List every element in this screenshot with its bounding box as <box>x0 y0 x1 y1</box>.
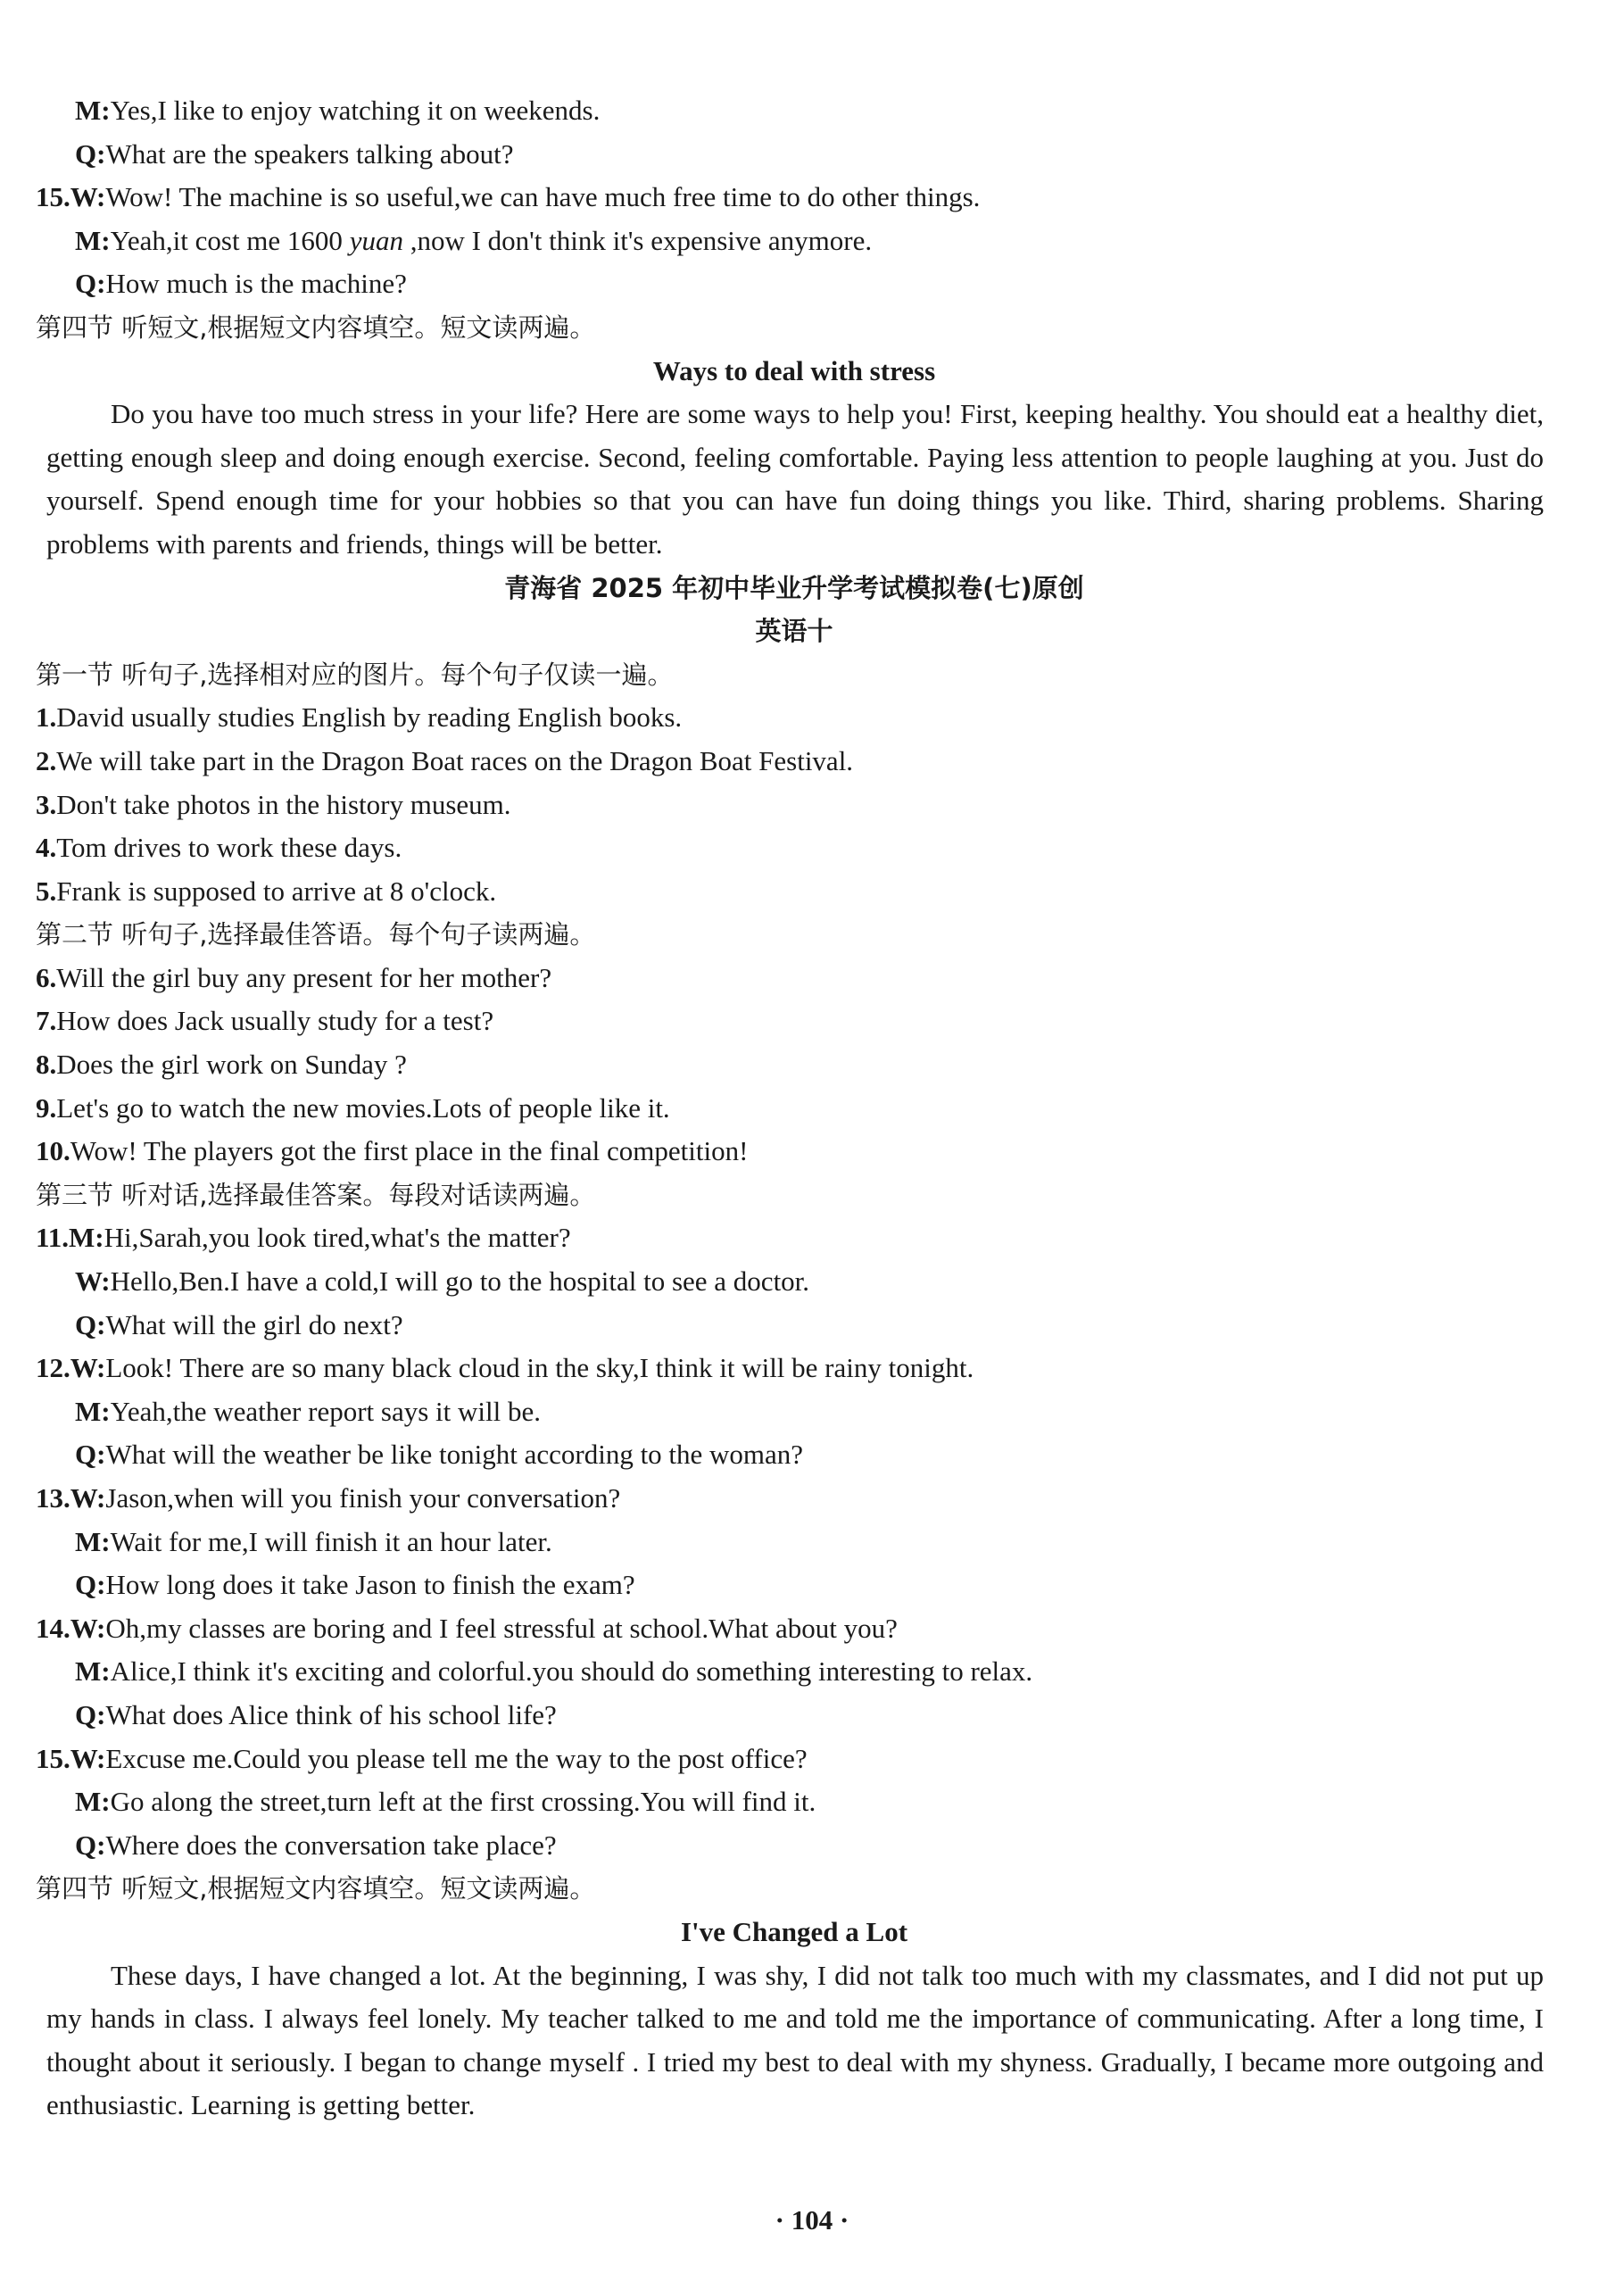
speaker-label: W: <box>70 1612 106 1644</box>
dialogue-text: Oh,my classes are boring and I feel stressful at school.What about you? <box>105 1612 898 1644</box>
dialogue-text: Jason,when will you finish your conversation? <box>105 1482 621 1514</box>
question-text: David usually studies English by reading English books. <box>56 701 683 734</box>
question-number: 6. <box>36 961 57 993</box>
passage-text: Do you have too much stress in your life? Here are some ways to help you! First, keeping healthy. You should eat a healthy diet, getting enough sleep and doing enough exercise. Second, feeling comfortable. Paying less attention to people laughing at you. Just do yourself. Spend enough time for your hobbies so that you can have fun doing things you like. Third, sharing problems. Sharing problems with parents and friends, things will be better. <box>46 398 1544 560</box>
dialogue-text: Wow! The machine is so useful,we can have much free time to do other things. <box>105 181 981 213</box>
speaker-label: W: <box>70 1352 106 1384</box>
question-text: Frank is supposed to arrive at 8 o'clock. <box>56 875 497 907</box>
section-heading: 第三节 听对话,选择最佳答案。每段对话读两遍。 <box>36 1179 596 1210</box>
dialogue-text: Where does the conversation take place? <box>105 1829 557 1861</box>
question-item <box>36 1000 1553 1043</box>
speaker-label: Q: <box>75 137 106 170</box>
question-text: We will take part in the Dragon Boat races on the Dragon Boat Festival. <box>56 744 854 776</box>
speaker-label: M: <box>75 1655 111 1688</box>
dialogue-line <box>36 1564 1553 1607</box>
speaker-label: Q: <box>75 1829 106 1861</box>
dialogue-text: Yeah,it cost me 1600 <box>110 224 350 256</box>
dialogue-line <box>36 1607 1553 1651</box>
speaker-label: Q: <box>75 1698 106 1730</box>
question-number: 3. <box>36 788 57 820</box>
dialogue-line <box>36 1390 1553 1434</box>
section-heading: 第四节 听短文,根据短文内容填空。短文读两遍。 <box>36 1873 596 1904</box>
question-number: 12. <box>36 1352 70 1384</box>
dialogue-line <box>36 262 1553 306</box>
dialogue-line <box>36 176 1553 220</box>
speaker-label: M: <box>75 1525 111 1557</box>
dialogue-text: Yes,I like to enjoy watching it on weekends. <box>110 95 601 126</box>
question-number: 13. <box>36 1482 70 1514</box>
question-number: 11. <box>36 1222 70 1254</box>
question-number: 8. <box>36 1049 57 1081</box>
speaker-label: Q: <box>75 268 106 300</box>
dialogue-text: Hi,Sarah,you look tired,what's the matter? <box>104 1222 571 1254</box>
question-item <box>36 826 1553 870</box>
dialogue-text-italic: yuan <box>349 224 403 256</box>
dialogue-text: Yeah,the weather report says it will be. <box>110 1395 541 1427</box>
question-text: Does the girl work on Sunday ? <box>56 1049 407 1081</box>
passage-text: These days, I have changed a lot. At the beginning, I was shy, I did not talk too much with my classmates, and I did not put up my hands in class. I always feel lonely. My teacher talked to me and told me the importance of communicating. After a long time, I thought about it seriously. I began to change myself . I tried my best to deal with my shyness. Gradually, I became more outgoing and enthusiastic. Learning is getting better. <box>46 1959 1544 2121</box>
dialogue-line <box>36 1824 1553 1868</box>
dialogue-line <box>36 1477 1553 1521</box>
question-number: 2. <box>36 744 57 776</box>
dialogue-line <box>36 1521 1553 1564</box>
question-number: 5. <box>36 875 57 907</box>
question-text: Don't take photos in the history museum. <box>56 788 511 820</box>
dialogue-text: ,now I don't think it's expensive anymore. <box>402 224 873 256</box>
dialogue-text: Wait for me,I will finish it an hour later. <box>110 1525 552 1557</box>
speaker-label: W: <box>70 1482 106 1514</box>
dialogue-line <box>36 1347 1553 1390</box>
dialogue-text: How long does it take Jason to finish the exam? <box>105 1569 635 1601</box>
page-number: · 104 · <box>775 2204 849 2236</box>
dialogue-text: Alice,I think it's exciting and colorful.you should do something interesting to relax. <box>110 1655 1033 1688</box>
section-heading: 第二节 听句子,选择最佳答语。每个句子读两遍。 <box>36 919 596 950</box>
question-item <box>36 957 1553 1000</box>
question-item <box>36 870 1553 914</box>
exam-subtitle: 英语十 <box>755 616 833 647</box>
speaker-label: Q: <box>75 1569 106 1601</box>
dialogue-line <box>36 1738 1553 1781</box>
question-item <box>36 1043 1553 1087</box>
dialogue-line <box>36 1216 1553 1260</box>
dialogue-line <box>36 1780 1553 1824</box>
passage-title: Ways to deal with stress <box>652 354 936 386</box>
dialogue-text: What are the speakers talking about? <box>105 137 514 170</box>
question-text: How does Jack usually study for a test? <box>56 1005 494 1037</box>
question-item <box>36 1087 1553 1131</box>
speaker-label: 15.W: <box>36 181 106 213</box>
question-number: 14. <box>36 1612 70 1644</box>
question-text: Wow! The players got the first place in the final competition! <box>70 1135 749 1167</box>
dialogue-line <box>36 1694 1553 1738</box>
dialogue-line <box>36 133 1553 177</box>
speaker-label: M: <box>69 1222 104 1254</box>
question-number: 4. <box>36 832 57 864</box>
question-text: Will the girl buy any present for her mother? <box>56 961 552 993</box>
dialogue-text: Hello,Ben.I have a cold,I will go to the hospital to see a doctor. <box>110 1265 810 1298</box>
speaker-label: M: <box>75 224 111 256</box>
speaker-label: W: <box>75 1265 111 1298</box>
dialogue-line <box>36 220 1553 263</box>
speaker-label: M: <box>75 1395 111 1427</box>
dialogue-line <box>36 1304 1553 1348</box>
question-number: 10. <box>36 1135 70 1167</box>
content <box>36 89 1553 2128</box>
exam-title: 青海省 2025 年初中毕业升学考试模拟卷(七)原创 <box>504 572 1084 603</box>
dialogue-text: How much is the machine? <box>105 268 407 300</box>
dialogue-line <box>36 1260 1553 1304</box>
section2-list <box>36 957 1553 1174</box>
question-item <box>36 696 1553 740</box>
section1-list <box>36 696 1553 913</box>
question-text: Let's go to watch the new movies.Lots of people like it. <box>56 1091 670 1124</box>
speaker-label: Q: <box>75 1308 106 1340</box>
dialogue-text: What will the girl do next? <box>105 1308 403 1340</box>
section-heading: 第一节 听句子,选择相对应的图片。每个句子仅读一遍。 <box>36 659 674 690</box>
dialogue-text: Go along the street,turn left at the first crossing.You will find it. <box>110 1786 816 1818</box>
speaker-label: W: <box>70 1742 106 1774</box>
speaker-label: M: <box>75 95 111 126</box>
section3-list <box>36 1216 1553 1867</box>
question-number: 9. <box>36 1091 57 1124</box>
question-item <box>36 740 1553 784</box>
question-number: 1. <box>36 701 57 734</box>
dialogue-line <box>36 1650 1553 1694</box>
dialogue-line <box>36 89 1553 133</box>
dialogue-text: What does Alice think of his school life? <box>105 1698 557 1730</box>
question-text: Tom drives to work these days. <box>56 832 402 864</box>
question-number: 15. <box>36 1742 70 1774</box>
speaker-label: M: <box>75 1786 111 1818</box>
dialogue-line <box>36 1433 1553 1477</box>
question-item <box>36 784 1553 827</box>
section-heading: 第四节 听短文,根据短文内容填空。短文读两遍。 <box>36 311 596 343</box>
dialogue-text: Look! There are so many black cloud in the sky,I think it will be rainy tonight. <box>105 1352 974 1384</box>
speaker-label: Q: <box>75 1439 106 1471</box>
question-item <box>36 1130 1553 1174</box>
passage-title: I've Changed a Lot <box>680 1915 908 1947</box>
dialogue-text: Excuse me.Could you please tell me the way to the post office? <box>105 1742 808 1774</box>
dialogue-text: What will the weather be like tonight according to the woman? <box>105 1439 804 1471</box>
question-number: 7. <box>36 1005 57 1037</box>
